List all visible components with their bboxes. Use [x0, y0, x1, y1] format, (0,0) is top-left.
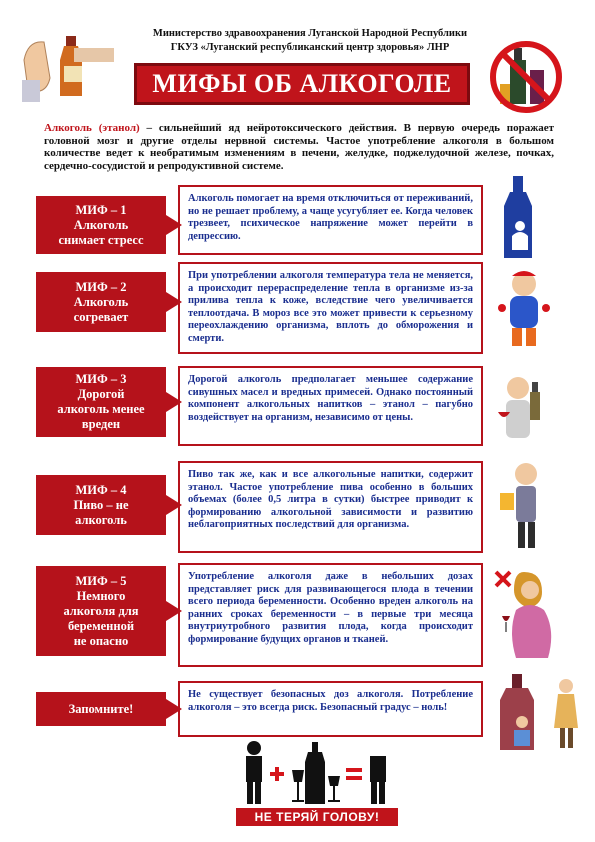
myth-2-fact: При употреблении алкоголя температура тела не меняется, а происходит перераспределение тепла в организме из-за прилива тепла к коже, вследствие чего увеличивается теплоотдача. В мороз все это может привести к серьезному переохлаждению организма, вплоть до обморожения и смерти. — [178, 262, 483, 354]
myth-5-line: Немного — [76, 588, 126, 603]
myth-1-title: МИФ – 1 — [75, 202, 127, 217]
myth-1-label — [36, 196, 166, 254]
myth-5-fact: Употребление алкоголя даже в небольших дозах представляет риск для развивающегося плода в течении всего периода беременности. Особенно вреден алкоголь на ранних сроках беременности – в первые три месяца внутриутробного развития плода, когда происходит формирование будущих органов и тканей. — [178, 563, 483, 667]
myth-1-line: снимает стресс — [58, 232, 144, 247]
myth-3-line: алкоголь менее — [57, 402, 145, 416]
intro-text: – сильнейший яд нейротоксического действия. В первую очередь поражает головной мозг и другие отделы нервной системы. Частое употребление алкоголя в большом количестве ведет к необратимым изменениям в печени, желудке, поджелудочной железе, почках, сердечно-сосудистой и репродуктивной системе. — [44, 122, 554, 172]
ministry-name: Министерство здравоохранения Луганской Народной Республики — [152, 28, 468, 39]
myth-5-title: МИФ – 5 — [75, 573, 127, 588]
man-plus-alcohol-equals-headless-icon — [236, 740, 398, 808]
header-organization — [110, 27, 510, 55]
myth-2-title: МИФ – 2 — [75, 279, 127, 294]
myth-5-line: не опасно — [73, 633, 129, 648]
myth-3-title: МИФ – 3 — [75, 372, 127, 386]
myth-2-label — [36, 272, 166, 332]
myth-5-label — [36, 566, 166, 656]
remember-label — [36, 692, 166, 726]
freezing-drunk-man-icon — [496, 268, 552, 350]
remember-label-text: Запомните! — [68, 701, 134, 716]
page-title-banner — [134, 63, 470, 105]
myth-5-line: алкоголя для — [63, 603, 139, 618]
intro-term: Алкоголь (этанол) — [44, 122, 140, 134]
man-with-wine-icon — [492, 372, 550, 450]
myth-3-line: Дорогой — [77, 387, 125, 401]
myth-3-line: вреден — [81, 417, 121, 431]
myth-4-line: алкоголь — [75, 512, 127, 527]
myth-4-fact: Пиво так же, как и все алкогольные напитки, содержит этанол. Частое употребление пива особенно в больших объемах (более 0,5 литра в сутки) быстрее приводит к формированию алкогольной зависимости и развитию неблагоприятных последствий для организма. — [178, 461, 483, 553]
myth-1-line: Алкоголь — [73, 217, 129, 232]
remember-fact: Не существует безопасных доз алкоголя. Потребление алкоголя – это всегда риск. Безопасный градус – ноль! — [178, 681, 483, 737]
myth-3-fact: Дорогой алкоголь предполагает меньшее содержание сивушных масел и вредных примесей. Однако постоянный компонент алкогольных напитков – этанол – пагубно воздействует на организм, независимо от цены. — [178, 366, 483, 446]
myth-4-label — [36, 475, 166, 535]
myth-5-line: беременной — [67, 618, 135, 633]
myth-3-label — [36, 367, 166, 437]
bottle-people-icon — [494, 672, 584, 752]
stop-hand-bottle-icon — [14, 30, 122, 110]
myth-1-fact: Алкоголь помогает на время отключиться от переживаний, но не решает проблему, а чаще усугубляет ее. Когда человек трезвеет, психическое напряжение может перейти в депрессию. — [178, 185, 483, 255]
myth-4-title: МИФ – 4 — [75, 482, 127, 497]
center-name: ГКУЗ «Луганский республиканский центр здоровья» ЛНР — [170, 42, 450, 53]
myth-2-line: Алкоголь — [73, 294, 129, 309]
myth-4-line: Пиво – не — [73, 497, 129, 512]
pregnant-woman-wine-icon — [494, 566, 562, 670]
bottle-sad-man-icon — [498, 174, 538, 260]
page-title: МИФЫ ОБ АЛКОГОЛЕ — [152, 69, 452, 98]
slogan: НЕ ТЕРЯЙ ГОЛОВУ! — [236, 808, 398, 826]
myth-2-line: согревает — [73, 309, 129, 324]
man-with-beer-icon — [496, 460, 550, 552]
intro-paragraph — [44, 122, 554, 172]
